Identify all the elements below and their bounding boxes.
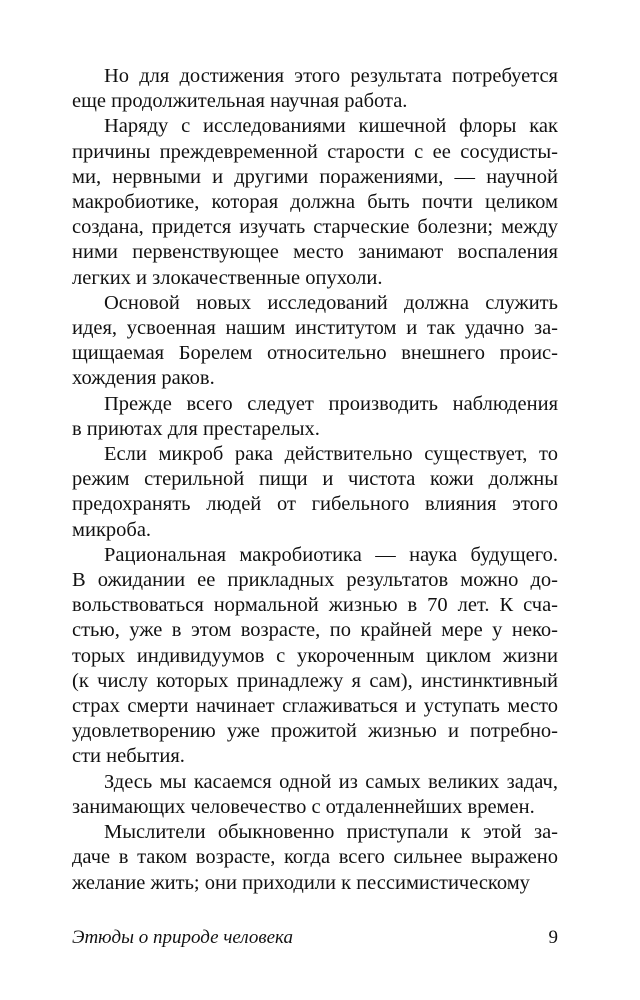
text-line: Наряду с исследованиями кишечной флоры как (104, 115, 558, 138)
text-line: в приютах для престарелых. (72, 417, 320, 440)
body-text (72, 64, 558, 896)
text-line: щищаемая Борелем относительно внешнего проис- (72, 342, 558, 365)
paragraph (72, 114, 558, 290)
text-line: торых индивидуумов с укороченным циклом жизни (72, 644, 558, 667)
text-line: Но для достижения этого результата потребуется (104, 65, 558, 87)
page-number: 9 (548, 927, 558, 948)
text-line: ними первенствующее место занимают воспаления (72, 241, 558, 264)
text-line: макробиотике, которая должна быть почти целиком (72, 191, 558, 214)
text-line: создана, придется изучать старческие болезни; между (72, 216, 558, 239)
text-line: Рациональная макробиотика — наука будущего. (104, 543, 558, 566)
text-line: легких и злокачественные опухоли. (72, 266, 383, 289)
text-line: вольствоваться нормальной жизнью в 70 лет. К сча- (72, 594, 558, 617)
text-line: желание жить; они приходили к пессимистическому (72, 871, 530, 894)
text-line: идея, усвоенная нашим институтом и так удачно за- (72, 317, 558, 340)
paragraph (72, 64, 558, 114)
text-line: (к числу которых принадлежу я сам), инстинктивный (72, 669, 558, 692)
text-line: В ожидании ее прикладных результатов можно до- (72, 569, 558, 592)
text-line: удовлетворению уже прожитой жизнью и потребно- (72, 720, 558, 743)
paragraph (72, 442, 558, 543)
text-line: еще продолжительная научная работа. (72, 90, 408, 113)
text-line: режим стерильной пищи и чистота кожи должны (72, 468, 558, 491)
text-line: сти небытия. (72, 745, 185, 768)
text-line: микроба. (72, 518, 152, 541)
paragraph (72, 543, 558, 770)
text-line: Основой новых исследований должна служить (104, 291, 558, 314)
text-line: занимающих человечество с отдаленнейших времен. (72, 795, 535, 818)
paragraph (72, 392, 558, 442)
text-line: предохранять людей от гибельного влияния этого (72, 493, 558, 516)
text-line: причины преждевременной старости с ее сосудисты- (72, 140, 558, 163)
paragraph (72, 291, 558, 392)
text-line: даче в таком возрасте, когда всего сильнее выражено (72, 846, 558, 869)
text-line: ми, нервными и другими поражениями, — научной (72, 165, 558, 188)
paragraph (72, 820, 558, 896)
text-line: стью, уже в этом возрасте, по крайней мере у неко- (72, 619, 558, 642)
text-line: хождения раков. (72, 367, 215, 390)
running-title: Этюды о природе человека (72, 927, 293, 948)
text-line: Здесь мы касаемся одной из самых великих задач, (104, 770, 558, 793)
text-line: Если микроб рака действительно существует, то (104, 443, 558, 466)
text-line: Мыслители обыкновенно приступали к этой за- (104, 821, 558, 844)
page-footer (72, 927, 558, 953)
paragraph (72, 770, 558, 820)
text-line: Прежде всего следует производить наблюдения (104, 392, 558, 415)
text-line: страх смерти начинает сглаживаться и уступать место (72, 695, 558, 718)
